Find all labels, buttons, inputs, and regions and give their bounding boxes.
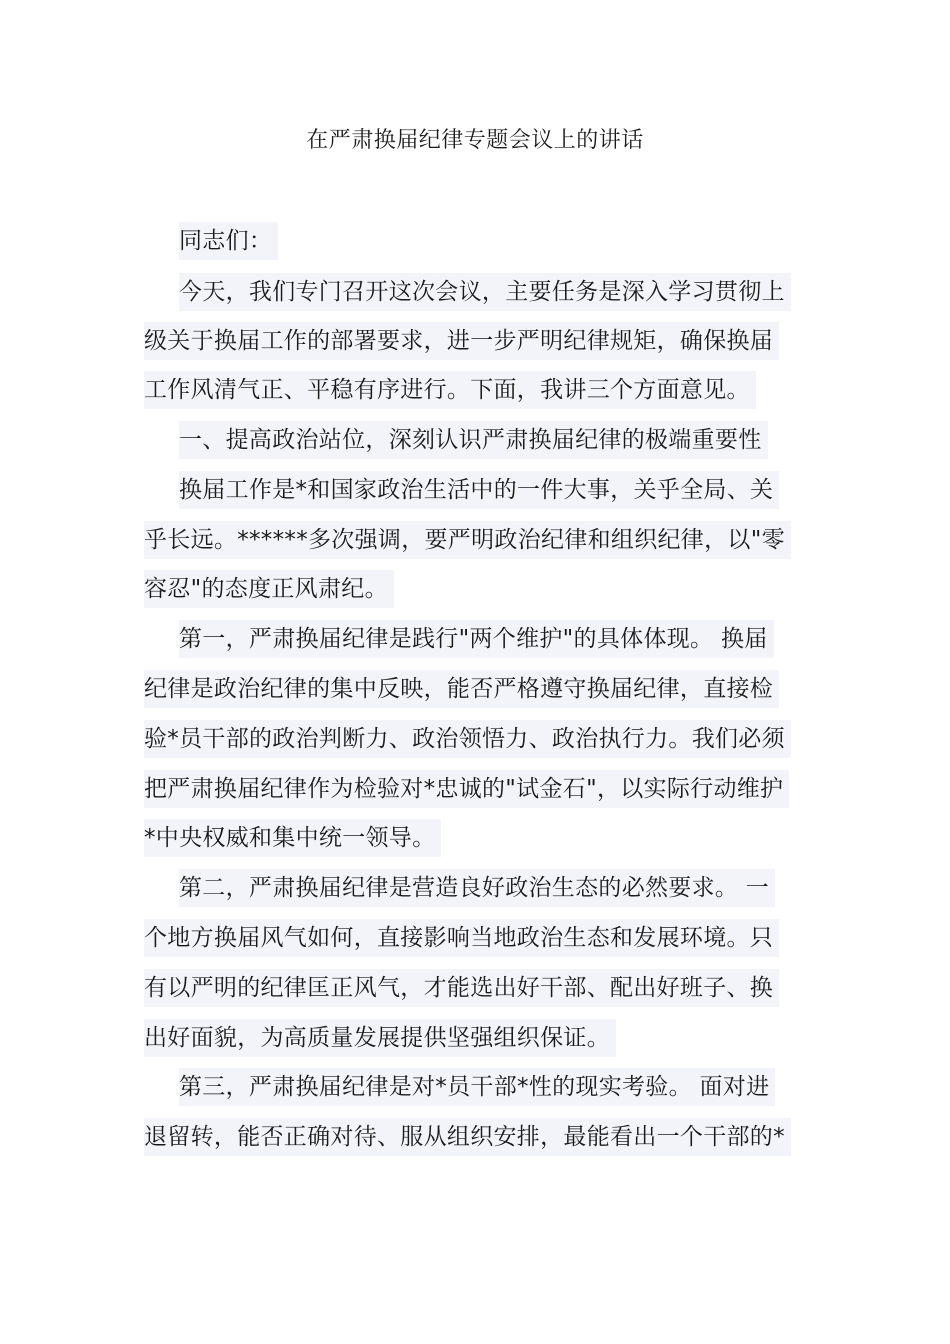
salutation: 同志们： bbox=[179, 222, 278, 260]
paragraph-line: 第三，严肃换届纪律是对*员干部*性的现实考验。 面对进 bbox=[179, 1068, 775, 1106]
paragraph-line: 把严肃换届纪律作为检验对*忠诚的"试金石"，以实际行动维护 bbox=[144, 770, 789, 808]
paragraph-line: *中央权威和集中统一领导。 bbox=[144, 819, 441, 857]
paragraph-line: 换届工作是*和国家政治生活中的一件大事，关乎全局、关 bbox=[179, 471, 779, 509]
document-title: 在严肃换届纪律专题会议上的讲话 bbox=[306, 128, 644, 153]
paragraph-line: 个地方换届风气如何，直接影响当地政治生态和发展环境。只 bbox=[144, 919, 779, 957]
paragraph-line: 退留转，能否正确对待、服从组织安排，最能看出一个干部的* bbox=[144, 1118, 791, 1156]
paragraph-line: 第一，严肃换届纪律是践行"两个维护"的具体体现。 换届 bbox=[179, 620, 774, 658]
paragraph-line: 工作风清气正、平稳有序进行。下面，我讲三个方面意见。 bbox=[144, 371, 756, 409]
paragraph-line: 第二，严肃换届纪律是营造良好政治生态的必然要求。 一 bbox=[179, 869, 775, 907]
paragraph-line: 有以严明的纪律匡正风气，才能选出好干部、配出好班子、换 bbox=[144, 969, 779, 1007]
paragraph-line: 今天，我们专门召开这次会议，主要任务是深入学习贯彻上 bbox=[179, 273, 791, 311]
paragraph-line: 容忍"的态度正风肃纪。 bbox=[144, 570, 394, 608]
paragraph-line: 出好面貌，为高质量发展提供坚强组织保证。 bbox=[144, 1019, 616, 1057]
paragraph-line: 纪律是政治纪律的集中反映，能否严格遵守换届纪律，直接检 bbox=[144, 670, 779, 708]
paragraph-line: 乎长远。******多次强调，要严明政治纪律和组织纪律，以"零 bbox=[144, 521, 791, 559]
section-heading: 一、提高政治站位，深刻认识严肃换届纪律的极端重要性 bbox=[179, 421, 768, 459]
paragraph-line: 级关于换届工作的部署要求，进一步严明纪律规矩，确保换届 bbox=[144, 322, 779, 360]
paragraph-line: 验*员干部的政治判断力、政治领悟力、政治执行力。我们必须 bbox=[144, 720, 791, 758]
